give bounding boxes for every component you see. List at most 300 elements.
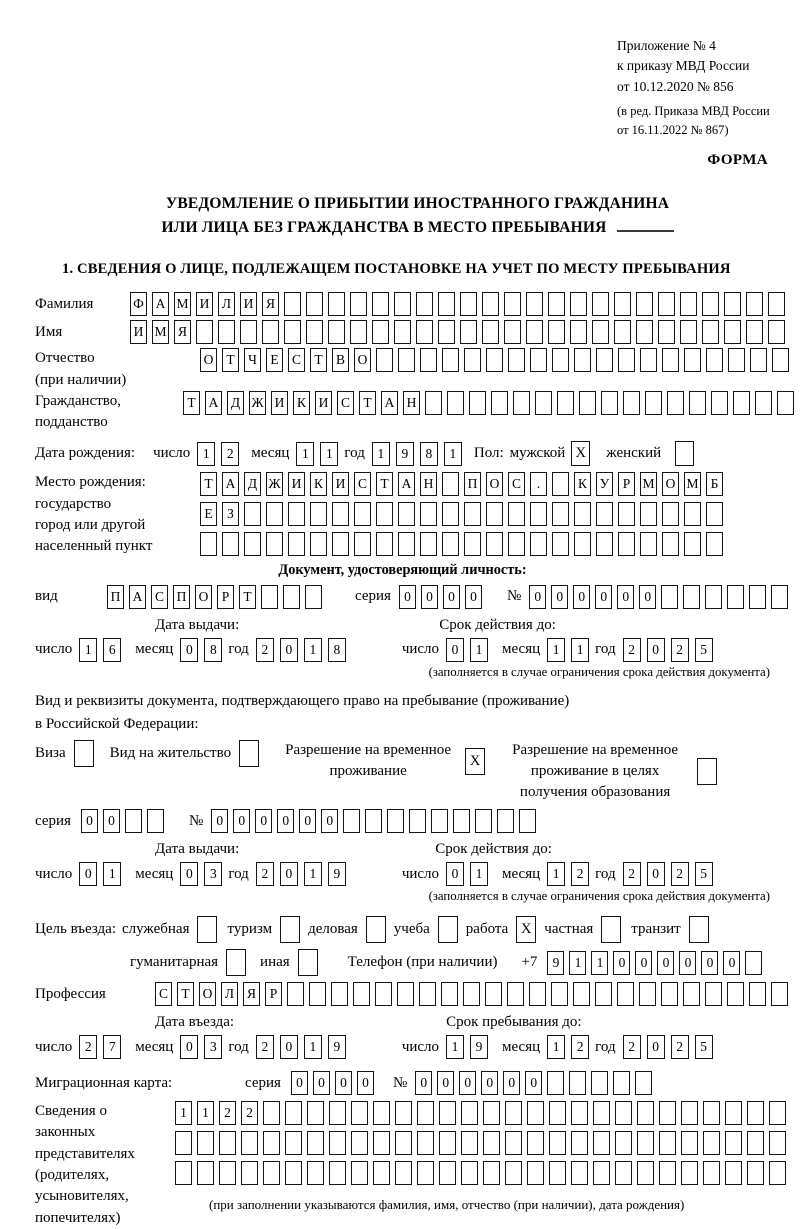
char-cell[interactable] (513, 391, 530, 415)
char-cell[interactable] (461, 1131, 478, 1155)
char-cell[interactable]: 0 (647, 638, 665, 662)
char-cell[interactable]: Л (221, 982, 238, 1006)
char-cell[interactable]: 0 (657, 951, 674, 975)
char-cell[interactable]: 0 (180, 862, 198, 886)
char-cell[interactable]: 0 (280, 1035, 298, 1059)
char-cell[interactable]: 0 (277, 809, 294, 833)
char-cell[interactable]: С (288, 348, 305, 372)
char-cell[interactable] (417, 1101, 434, 1125)
char-cell[interactable] (552, 532, 569, 556)
char-cell[interactable]: Ж (249, 391, 266, 415)
char-cell[interactable] (552, 472, 569, 496)
char-cell[interactable] (593, 1101, 610, 1125)
purpose-official-checkbox[interactable] (197, 916, 217, 943)
char-cell[interactable] (483, 1131, 500, 1155)
char-cell[interactable] (439, 1131, 456, 1155)
char-cell[interactable]: 2 (671, 638, 689, 662)
char-cell[interactable]: 6 (103, 638, 121, 662)
char-cell[interactable] (395, 1101, 412, 1125)
char-cell[interactable]: А (205, 391, 222, 415)
char-cell[interactable] (263, 1161, 280, 1185)
char-cell[interactable] (768, 292, 785, 316)
char-cell[interactable] (376, 348, 393, 372)
char-cell[interactable] (375, 982, 392, 1006)
char-cell[interactable]: М (684, 472, 701, 496)
char-cell[interactable] (658, 320, 675, 344)
char-cell[interactable] (661, 585, 678, 609)
char-cell[interactable] (615, 1101, 632, 1125)
char-cell[interactable] (519, 809, 536, 833)
char-cell[interactable]: 0 (679, 951, 696, 975)
char-cell[interactable] (398, 348, 415, 372)
char-cell[interactable]: 0 (180, 1035, 198, 1059)
char-cell[interactable]: 9 (328, 862, 346, 886)
char-cell[interactable]: О (486, 472, 503, 496)
char-cell[interactable]: Я (174, 320, 191, 344)
char-cell[interactable] (705, 982, 722, 1006)
char-cell[interactable] (306, 320, 323, 344)
char-cell[interactable]: 5 (695, 862, 713, 886)
char-cell[interactable] (772, 348, 789, 372)
char-cell[interactable]: И (240, 292, 257, 316)
char-cell[interactable] (285, 1101, 302, 1125)
char-cell[interactable] (615, 1161, 632, 1185)
char-cell[interactable] (409, 809, 426, 833)
char-cell[interactable]: 0 (525, 1071, 542, 1095)
char-cell[interactable]: 0 (465, 585, 482, 609)
char-cell[interactable] (530, 502, 547, 526)
char-cell[interactable] (485, 982, 502, 1006)
char-cell[interactable]: Н (403, 391, 420, 415)
char-cell[interactable] (442, 532, 459, 556)
char-cell[interactable] (285, 1161, 302, 1185)
char-cell[interactable] (288, 502, 305, 526)
char-cell[interactable] (684, 502, 701, 526)
char-cell[interactable]: 9 (470, 1035, 488, 1059)
char-cell[interactable] (307, 1161, 324, 1185)
char-cell[interactable] (240, 320, 257, 344)
char-cell[interactable]: 0 (415, 1071, 432, 1095)
char-cell[interactable]: 2 (623, 1035, 641, 1059)
purpose-other-checkbox[interactable] (298, 949, 318, 976)
char-cell[interactable]: 1 (197, 1101, 214, 1125)
char-cell[interactable]: 0 (280, 862, 298, 886)
char-cell[interactable] (285, 1131, 302, 1155)
char-cell[interactable] (552, 502, 569, 526)
char-cell[interactable]: И (315, 391, 332, 415)
char-cell[interactable] (551, 982, 568, 1006)
char-cell[interactable] (681, 1161, 698, 1185)
char-cell[interactable]: 1 (591, 951, 608, 975)
char-cell[interactable] (328, 292, 345, 316)
char-cell[interactable] (373, 1101, 390, 1125)
purpose-humanitarian-checkbox[interactable] (226, 949, 246, 976)
char-cell[interactable] (439, 1101, 456, 1125)
char-cell[interactable] (703, 1161, 720, 1185)
char-cell[interactable] (475, 809, 492, 833)
char-cell[interactable]: И (130, 320, 147, 344)
char-cell[interactable] (689, 391, 706, 415)
char-cell[interactable] (615, 1131, 632, 1155)
char-cell[interactable]: 0 (335, 1071, 352, 1095)
char-cell[interactable] (571, 1131, 588, 1155)
char-cell[interactable]: 2 (221, 442, 239, 466)
char-cell[interactable] (416, 292, 433, 316)
char-cell[interactable]: 2 (671, 862, 689, 886)
char-cell[interactable]: Т (310, 348, 327, 372)
char-cell[interactable] (244, 532, 261, 556)
char-cell[interactable] (702, 320, 719, 344)
char-cell[interactable] (262, 320, 279, 344)
char-cell[interactable]: 0 (635, 951, 652, 975)
char-cell[interactable] (595, 982, 612, 1006)
char-cell[interactable] (219, 1161, 236, 1185)
char-cell[interactable]: К (293, 391, 310, 415)
char-cell[interactable]: Т (183, 391, 200, 415)
char-cell[interactable] (706, 502, 723, 526)
char-cell[interactable]: 0 (299, 809, 316, 833)
char-cell[interactable] (727, 585, 744, 609)
char-cell[interactable]: Д (244, 472, 261, 496)
char-cell[interactable] (486, 532, 503, 556)
purpose-transit-checkbox[interactable] (689, 916, 709, 943)
char-cell[interactable]: 2 (623, 638, 641, 662)
char-cell[interactable]: 2 (571, 862, 589, 886)
char-cell[interactable] (508, 348, 525, 372)
char-cell[interactable] (441, 982, 458, 1006)
char-cell[interactable]: К (310, 472, 327, 496)
char-cell[interactable] (266, 502, 283, 526)
char-cell[interactable]: 1 (296, 442, 314, 466)
char-cell[interactable] (419, 982, 436, 1006)
char-cell[interactable] (420, 348, 437, 372)
char-cell[interactable] (351, 1161, 368, 1185)
char-cell[interactable] (702, 292, 719, 316)
char-cell[interactable] (636, 292, 653, 316)
char-cell[interactable] (570, 320, 587, 344)
char-cell[interactable]: 1 (470, 638, 488, 662)
char-cell[interactable] (771, 585, 788, 609)
char-cell[interactable]: И (288, 472, 305, 496)
char-cell[interactable]: 8 (204, 638, 222, 662)
char-cell[interactable] (197, 1131, 214, 1155)
purpose-study-checkbox[interactable] (438, 916, 458, 943)
char-cell[interactable]: А (129, 585, 146, 609)
char-cell[interactable] (395, 1131, 412, 1155)
char-cell[interactable] (529, 982, 546, 1006)
char-cell[interactable] (618, 532, 635, 556)
char-cell[interactable] (310, 502, 327, 526)
char-cell[interactable] (354, 502, 371, 526)
char-cell[interactable] (769, 1161, 786, 1185)
char-cell[interactable] (442, 472, 459, 496)
char-cell[interactable]: 0 (103, 809, 120, 833)
char-cell[interactable]: . (530, 472, 547, 496)
char-cell[interactable] (623, 391, 640, 415)
char-cell[interactable] (684, 532, 701, 556)
char-cell[interactable] (614, 292, 631, 316)
char-cell[interactable]: И (196, 292, 213, 316)
char-cell[interactable] (681, 1131, 698, 1155)
char-cell[interactable] (747, 1161, 764, 1185)
char-cell[interactable]: С (354, 472, 371, 496)
char-cell[interactable] (662, 502, 679, 526)
char-cell[interactable]: 9 (396, 442, 414, 466)
char-cell[interactable] (175, 1161, 192, 1185)
char-cell[interactable]: Н (420, 472, 437, 496)
char-cell[interactable] (574, 502, 591, 526)
char-cell[interactable] (733, 391, 750, 415)
char-cell[interactable]: А (398, 472, 415, 496)
char-cell[interactable]: 8 (328, 638, 346, 662)
char-cell[interactable]: Ф (130, 292, 147, 316)
purpose-business-checkbox[interactable] (366, 916, 386, 943)
char-cell[interactable] (596, 502, 613, 526)
char-cell[interactable] (486, 348, 503, 372)
char-cell[interactable]: 0 (529, 585, 546, 609)
char-cell[interactable] (263, 1131, 280, 1155)
char-cell[interactable] (329, 1101, 346, 1125)
char-cell[interactable] (491, 391, 508, 415)
char-cell[interactable] (549, 1161, 566, 1185)
char-cell[interactable] (635, 1071, 652, 1095)
char-cell[interactable] (482, 320, 499, 344)
char-cell[interactable]: 0 (446, 638, 464, 662)
char-cell[interactable]: 1 (569, 951, 586, 975)
char-cell[interactable] (398, 502, 415, 526)
char-cell[interactable]: 0 (723, 951, 740, 975)
char-cell[interactable] (593, 1131, 610, 1155)
char-cell[interactable]: У (596, 472, 613, 496)
char-cell[interactable] (483, 1161, 500, 1185)
char-cell[interactable] (394, 292, 411, 316)
char-cell[interactable] (486, 502, 503, 526)
char-cell[interactable]: 0 (357, 1071, 374, 1095)
char-cell[interactable] (571, 1161, 588, 1185)
char-cell[interactable] (724, 320, 741, 344)
char-cell[interactable] (241, 1161, 258, 1185)
char-cell[interactable] (755, 391, 772, 415)
char-cell[interactable] (505, 1131, 522, 1155)
char-cell[interactable]: 1 (547, 1035, 565, 1059)
char-cell[interactable]: М (640, 472, 657, 496)
char-cell[interactable]: 1 (446, 1035, 464, 1059)
char-cell[interactable] (639, 982, 656, 1006)
char-cell[interactable] (579, 391, 596, 415)
char-cell[interactable] (175, 1131, 192, 1155)
char-cell[interactable]: 0 (255, 809, 272, 833)
char-cell[interactable] (306, 292, 323, 316)
char-cell[interactable] (574, 532, 591, 556)
char-cell[interactable]: 1 (175, 1101, 192, 1125)
char-cell[interactable]: Р (265, 982, 282, 1006)
char-cell[interactable] (507, 982, 524, 1006)
char-cell[interactable] (354, 532, 371, 556)
char-cell[interactable] (547, 1071, 564, 1095)
char-cell[interactable]: 0 (313, 1071, 330, 1095)
char-cell[interactable] (658, 292, 675, 316)
char-cell[interactable] (680, 320, 697, 344)
char-cell[interactable] (662, 532, 679, 556)
char-cell[interactable] (439, 1161, 456, 1185)
char-cell[interactable] (724, 292, 741, 316)
char-cell[interactable] (771, 982, 788, 1006)
char-cell[interactable] (768, 320, 785, 344)
char-cell[interactable]: 2 (256, 862, 274, 886)
char-cell[interactable]: 0 (613, 951, 630, 975)
char-cell[interactable] (527, 1161, 544, 1185)
char-cell[interactable] (442, 348, 459, 372)
char-cell[interactable]: 0 (647, 862, 665, 886)
char-cell[interactable] (527, 1101, 544, 1125)
char-cell[interactable] (508, 532, 525, 556)
char-cell[interactable] (557, 391, 574, 415)
char-cell[interactable] (661, 982, 678, 1006)
char-cell[interactable] (640, 532, 657, 556)
char-cell[interactable]: 0 (639, 585, 656, 609)
char-cell[interactable] (365, 809, 382, 833)
char-cell[interactable]: 0 (437, 1071, 454, 1095)
char-cell[interactable] (147, 809, 164, 833)
char-cell[interactable]: 1 (547, 862, 565, 886)
char-cell[interactable] (307, 1101, 324, 1125)
char-cell[interactable]: 0 (321, 809, 338, 833)
char-cell[interactable]: 0 (233, 809, 250, 833)
char-cell[interactable]: 1 (470, 862, 488, 886)
char-cell[interactable] (398, 532, 415, 556)
char-cell[interactable] (425, 391, 442, 415)
char-cell[interactable] (548, 320, 565, 344)
char-cell[interactable] (343, 809, 360, 833)
char-cell[interactable] (750, 348, 767, 372)
char-cell[interactable] (535, 391, 552, 415)
char-cell[interactable]: 0 (291, 1071, 308, 1095)
char-cell[interactable]: М (174, 292, 191, 316)
char-cell[interactable] (745, 951, 762, 975)
char-cell[interactable] (573, 982, 590, 1006)
char-cell[interactable] (416, 320, 433, 344)
char-cell[interactable]: 1 (304, 1035, 322, 1059)
char-cell[interactable]: 0 (81, 809, 98, 833)
char-cell[interactable]: 1 (547, 638, 565, 662)
char-cell[interactable] (640, 502, 657, 526)
char-cell[interactable]: 2 (79, 1035, 97, 1059)
char-cell[interactable] (711, 391, 728, 415)
char-cell[interactable] (683, 982, 700, 1006)
char-cell[interactable]: 2 (256, 1035, 274, 1059)
char-cell[interactable] (373, 1131, 390, 1155)
char-cell[interactable]: 2 (671, 1035, 689, 1059)
char-cell[interactable] (552, 348, 569, 372)
char-cell[interactable]: 0 (617, 585, 634, 609)
char-cell[interactable] (637, 1101, 654, 1125)
char-cell[interactable]: П (173, 585, 190, 609)
char-cell[interactable] (438, 320, 455, 344)
char-cell[interactable]: Ч (244, 348, 261, 372)
char-cell[interactable] (725, 1101, 742, 1125)
char-cell[interactable]: 9 (328, 1035, 346, 1059)
char-cell[interactable] (431, 809, 448, 833)
char-cell[interactable]: 0 (446, 862, 464, 886)
char-cell[interactable] (569, 1071, 586, 1095)
char-cell[interactable]: М (152, 320, 169, 344)
char-cell[interactable] (351, 1101, 368, 1125)
char-cell[interactable]: 1 (304, 638, 322, 662)
char-cell[interactable]: 3 (204, 862, 222, 886)
char-cell[interactable] (351, 1131, 368, 1155)
char-cell[interactable] (219, 1131, 236, 1155)
char-cell[interactable]: А (381, 391, 398, 415)
char-cell[interactable] (397, 982, 414, 1006)
char-cell[interactable]: 0 (503, 1071, 520, 1095)
sex-female-checkbox[interactable] (675, 441, 694, 466)
char-cell[interactable] (601, 391, 618, 415)
char-cell[interactable]: 2 (256, 638, 274, 662)
char-cell[interactable] (747, 1131, 764, 1155)
char-cell[interactable] (438, 292, 455, 316)
char-cell[interactable] (328, 320, 345, 344)
char-cell[interactable] (530, 532, 547, 556)
char-cell[interactable]: 0 (79, 862, 97, 886)
purpose-work-checkbox[interactable]: X (516, 916, 536, 943)
char-cell[interactable] (549, 1101, 566, 1125)
char-cell[interactable] (749, 585, 766, 609)
char-cell[interactable]: 0 (647, 1035, 665, 1059)
temp-residence-edu-checkbox[interactable] (697, 758, 717, 785)
purpose-tourism-checkbox[interactable] (280, 916, 300, 943)
char-cell[interactable] (667, 391, 684, 415)
char-cell[interactable] (746, 292, 763, 316)
char-cell[interactable] (350, 320, 367, 344)
char-cell[interactable] (637, 1161, 654, 1185)
char-cell[interactable] (618, 502, 635, 526)
char-cell[interactable] (725, 1161, 742, 1185)
char-cell[interactable]: И (271, 391, 288, 415)
char-cell[interactable]: Ж (266, 472, 283, 496)
char-cell[interactable] (464, 502, 481, 526)
char-cell[interactable] (469, 391, 486, 415)
char-cell[interactable]: Т (239, 585, 256, 609)
char-cell[interactable] (417, 1161, 434, 1185)
char-cell[interactable] (591, 1071, 608, 1095)
char-cell[interactable] (284, 320, 301, 344)
char-cell[interactable] (659, 1131, 676, 1155)
char-cell[interactable]: С (151, 585, 168, 609)
char-cell[interactable] (310, 532, 327, 556)
char-cell[interactable] (307, 1131, 324, 1155)
sex-male-checkbox[interactable]: X (571, 441, 590, 466)
char-cell[interactable]: 0 (180, 638, 198, 662)
char-cell[interactable] (683, 585, 700, 609)
char-cell[interactable] (526, 320, 543, 344)
char-cell[interactable] (617, 982, 634, 1006)
char-cell[interactable] (447, 391, 464, 415)
char-cell[interactable]: И (332, 472, 349, 496)
char-cell[interactable] (508, 502, 525, 526)
char-cell[interactable] (497, 809, 514, 833)
char-cell[interactable] (548, 292, 565, 316)
char-cell[interactable] (592, 292, 609, 316)
char-cell[interactable] (461, 1101, 478, 1125)
char-cell[interactable] (746, 320, 763, 344)
char-cell[interactable]: 1 (444, 442, 462, 466)
char-cell[interactable] (706, 348, 723, 372)
char-cell[interactable] (571, 1101, 588, 1125)
char-cell[interactable] (376, 502, 393, 526)
char-cell[interactable] (376, 532, 393, 556)
char-cell[interactable]: 0 (399, 585, 416, 609)
char-cell[interactable] (549, 1131, 566, 1155)
